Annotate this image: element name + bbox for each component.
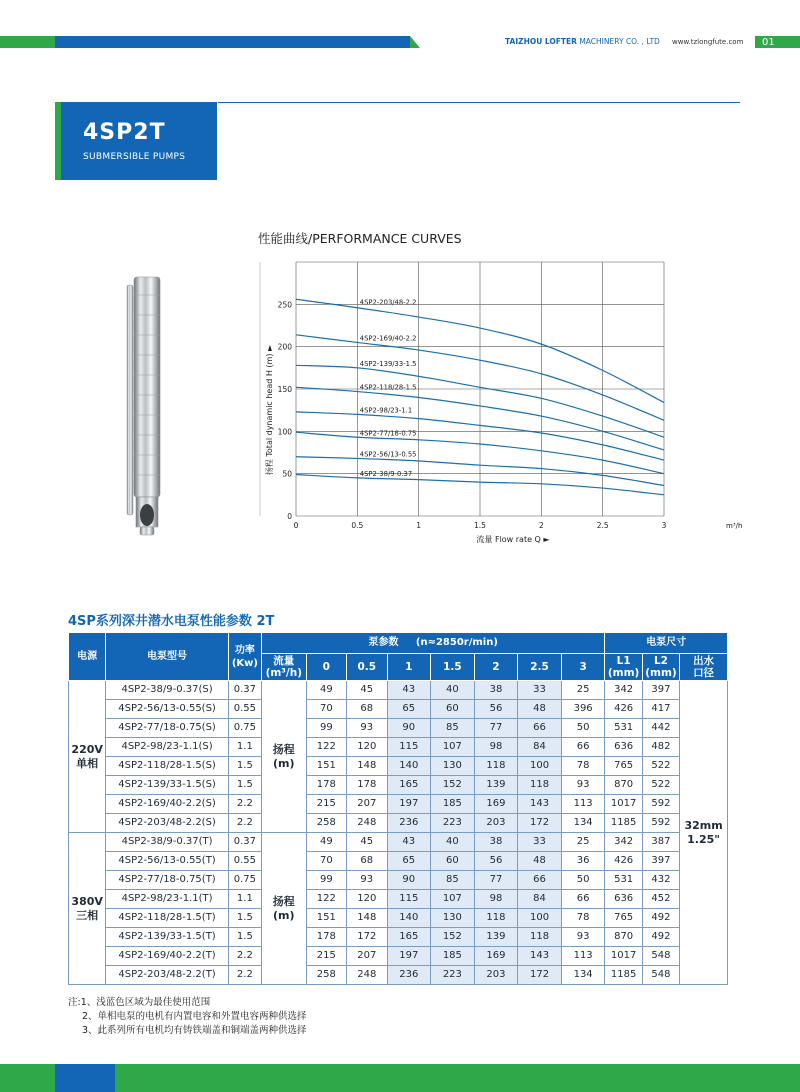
cell-l1: 342	[605, 833, 642, 852]
cell-head-value: 60	[431, 852, 475, 871]
cell-head-value: 143	[518, 947, 562, 966]
cell-power: 1.5	[228, 928, 261, 947]
cell-power: 2.2	[228, 947, 261, 966]
cell-head-value: 120	[347, 738, 387, 757]
chart-x-tick-label: 2	[538, 521, 544, 530]
cell-head-value: 223	[431, 966, 475, 985]
cell-head-value: 140	[387, 757, 431, 776]
chart-x-tick-label: 0.5	[351, 521, 364, 530]
cell-head-value: 77	[474, 871, 518, 890]
cell-power-source: 380V 三相	[69, 833, 106, 985]
header-flow-point: 2	[474, 654, 518, 681]
cell-l1: 636	[605, 738, 642, 757]
header-pump-params: 泵参数 (n≈2850r/min)	[261, 633, 604, 654]
cell-head-value: 56	[474, 852, 518, 871]
performance-chart	[258, 250, 758, 550]
header-power-source: 电源	[69, 633, 106, 681]
cell-head-value: 118	[518, 928, 562, 947]
cell-head-value: 84	[518, 738, 562, 757]
cell-head-value: 25	[561, 833, 605, 852]
chart-series-label: 4SP2-77/18-0.75	[359, 429, 417, 438]
table-row	[69, 833, 728, 852]
cell-l1: 1185	[605, 966, 642, 985]
table-row	[69, 871, 728, 890]
cell-head-value: 56	[474, 700, 518, 719]
cell-head-value: 258	[306, 814, 346, 833]
cell-head-value: 115	[387, 890, 431, 909]
chart-series-label: 4SP2-118/28-1.5	[359, 383, 417, 392]
cell-l2: 452	[642, 890, 679, 909]
company-name-rest: MACHINERY CO. , LTD	[576, 37, 660, 46]
header-l2: L2 (mm)	[642, 654, 679, 681]
cell-l2: 482	[642, 738, 679, 757]
cell-head-value: 248	[347, 814, 387, 833]
chart-y-tick-label: 50	[282, 469, 292, 479]
header-flow-point: 3	[561, 654, 605, 681]
cell-head-value: 215	[306, 947, 346, 966]
cell-head-value: 70	[306, 700, 346, 719]
header-flow: 流量 (m³/h)	[261, 654, 306, 681]
cell-l1: 870	[605, 776, 642, 795]
notes	[68, 996, 307, 1038]
cell-power: 1.1	[228, 890, 261, 909]
cell-head-value: 77	[474, 719, 518, 738]
cell-power: 2.2	[228, 814, 261, 833]
table-row	[69, 681, 728, 700]
cell-head-value: 48	[518, 700, 562, 719]
chart-y-tick-label: 200	[277, 342, 292, 352]
cell-head-value: 65	[387, 852, 431, 871]
cell-l2: 522	[642, 776, 679, 795]
header-flow-point: 2.5	[518, 654, 562, 681]
cell-head-value: 50	[561, 719, 605, 738]
table-row	[69, 966, 728, 985]
header-outlet: 出水 口径	[680, 654, 728, 681]
cell-head-value: 33	[518, 833, 562, 852]
cell-power: 2.2	[228, 966, 261, 985]
chart-series-label: 4SP2-98/23-1.1	[359, 406, 413, 415]
cell-head-value: 197	[387, 795, 431, 814]
chart-ticks	[278, 300, 667, 530]
header-flow-point: 0.5	[347, 654, 387, 681]
cell-head-value: 197	[387, 947, 431, 966]
table-row	[69, 776, 728, 795]
cell-head-value: 85	[431, 871, 475, 890]
cell-head-value: 36	[561, 852, 605, 871]
table-row	[69, 928, 728, 947]
cell-l2: 548	[642, 947, 679, 966]
cell-head-value: 169	[474, 795, 518, 814]
cell-head-value: 172	[347, 928, 387, 947]
table-title: 4SP系列深井潜水电泵性能参数 2T	[68, 614, 275, 629]
cell-head-value: 172	[518, 966, 562, 985]
cell-power: 0.55	[228, 700, 261, 719]
spec-table-body	[69, 681, 728, 985]
table-row	[69, 795, 728, 814]
cell-model: 4SP2-118/28-1.5(S)	[106, 757, 228, 776]
cell-head-value: 178	[306, 776, 346, 795]
cell-head-value: 43	[387, 833, 431, 852]
cell-model: 4SP2-169/40-2.2(S)	[106, 795, 228, 814]
table-row	[69, 852, 728, 871]
cell-head-value: 38	[474, 681, 518, 700]
cell-head-value: 78	[561, 909, 605, 928]
cell-l1: 531	[605, 719, 642, 738]
cell-head-value: 107	[431, 890, 475, 909]
cell-model: 4SP2-169/40-2.2(T)	[106, 947, 228, 966]
cell-l2: 522	[642, 757, 679, 776]
cell-head-value: 98	[474, 890, 518, 909]
cell-head-value: 107	[431, 738, 475, 757]
cell-head-value: 93	[561, 776, 605, 795]
cell-power: 0.55	[228, 852, 261, 871]
page-number: 01	[762, 37, 775, 48]
page-title: 4SP2T	[83, 120, 166, 145]
chart-x-tick-label: 3	[661, 521, 667, 530]
cell-head-value: 151	[306, 909, 346, 928]
company-url[interactable]: www.tzlongfute.com	[672, 38, 744, 46]
cell-head-value: 120	[347, 890, 387, 909]
cell-head-value: 130	[431, 909, 475, 928]
cell-head-value: 178	[306, 928, 346, 947]
cell-head-label: 扬程 (m)	[261, 681, 306, 833]
cell-model: 4SP2-98/23-1.1(S)	[106, 738, 228, 757]
cell-l2: 492	[642, 928, 679, 947]
cell-head-value: 93	[347, 871, 387, 890]
cell-head-value: 215	[306, 795, 346, 814]
cell-head-value: 203	[474, 966, 518, 985]
chart-series-label: 4SP2-169/40-2.2	[359, 334, 417, 343]
cell-head-label: 扬程 (m)	[261, 833, 306, 985]
cell-l2: 387	[642, 833, 679, 852]
cell-head-value: 40	[431, 681, 475, 700]
footer-green-bar	[0, 1064, 800, 1092]
chart-y-tick-label: 250	[277, 300, 292, 310]
header-blue-bar	[55, 36, 410, 48]
cell-head-value: 100	[518, 757, 562, 776]
cell-power-source: 220V 单相	[69, 681, 106, 833]
cell-power: 0.37	[228, 833, 261, 852]
cell-head-value: 122	[306, 890, 346, 909]
cell-power: 0.37	[228, 681, 261, 700]
chart-y-axis-label: 扬程 Total dynamic head H (m) ►	[265, 344, 274, 476]
header-flow-point: 1.5	[431, 654, 475, 681]
cell-power: 1.5	[228, 776, 261, 795]
table-row	[69, 700, 728, 719]
cell-head-value: 50	[561, 871, 605, 890]
cell-head-value: 151	[306, 757, 346, 776]
cell-l1: 1017	[605, 947, 642, 966]
footer-blue-bar	[55, 1064, 115, 1092]
cell-head-value: 185	[431, 947, 475, 966]
cell-head-value: 48	[518, 852, 562, 871]
header-flow-point: 0	[306, 654, 346, 681]
title-block	[61, 102, 217, 180]
cell-power: 0.75	[228, 719, 261, 738]
cell-l2: 432	[642, 871, 679, 890]
cell-l2: 548	[642, 966, 679, 985]
cell-head-value: 178	[347, 776, 387, 795]
table-row	[69, 719, 728, 738]
cell-head-value: 99	[306, 871, 346, 890]
cell-l2: 397	[642, 681, 679, 700]
table-row	[69, 738, 728, 757]
cell-head-value: 139	[474, 928, 518, 947]
cell-head-value: 66	[518, 719, 562, 738]
cell-head-value: 172	[518, 814, 562, 833]
cell-head-value: 49	[306, 833, 346, 852]
cell-l1: 870	[605, 928, 642, 947]
cell-model: 4SP2-139/33-1.5(S)	[106, 776, 228, 795]
cell-head-value: 90	[387, 719, 431, 738]
cell-head-value: 152	[431, 928, 475, 947]
table-row	[69, 890, 728, 909]
cell-l1: 636	[605, 890, 642, 909]
cell-head-value: 148	[347, 757, 387, 776]
cell-head-value: 185	[431, 795, 475, 814]
cell-head-value: 93	[561, 928, 605, 947]
cell-power: 1.5	[228, 909, 261, 928]
cell-head-value: 70	[306, 852, 346, 871]
cell-power: 0.75	[228, 871, 261, 890]
cell-l1: 426	[605, 852, 642, 871]
cell-head-value: 258	[306, 966, 346, 985]
cell-head-value: 236	[387, 814, 431, 833]
chart-series-label: 4SP2-38/9-0.37	[359, 469, 413, 478]
cell-model: 4SP2-56/13-0.55(S)	[106, 700, 228, 719]
cell-head-value: 85	[431, 719, 475, 738]
cell-head-value: 143	[518, 795, 562, 814]
table-row	[69, 814, 728, 833]
curves-heading: 性能曲线/PERFORMANCE CURVES	[258, 231, 462, 246]
cell-head-value: 66	[561, 738, 605, 757]
cell-l1: 1185	[605, 814, 642, 833]
cell-model: 4SP2-56/13-0.55(T)	[106, 852, 228, 871]
note-item: 注:1、浅蓝色区域为最佳使用范围	[68, 997, 211, 1008]
cell-l1: 342	[605, 681, 642, 700]
cell-head-value: 43	[387, 681, 431, 700]
cell-head-value: 25	[561, 681, 605, 700]
cell-head-value: 165	[387, 776, 431, 795]
cell-head-value: 203	[474, 814, 518, 833]
cell-l2: 592	[642, 795, 679, 814]
cell-head-value: 84	[518, 890, 562, 909]
header-model: 电泵型号	[106, 633, 228, 681]
cell-head-value: 165	[387, 928, 431, 947]
cell-head-value: 118	[474, 757, 518, 776]
chart-series-labels	[360, 299, 417, 478]
cell-head-value: 60	[431, 700, 475, 719]
cell-head-value: 78	[561, 757, 605, 776]
cell-head-value: 113	[561, 947, 605, 966]
company-name	[505, 36, 660, 48]
cell-head-value: 248	[347, 966, 387, 985]
cell-head-value: 45	[347, 833, 387, 852]
cell-head-value: 152	[431, 776, 475, 795]
cell-head-value: 118	[518, 776, 562, 795]
company-name-bold: TAIZHOU LOFTER	[505, 37, 577, 46]
cell-l1: 426	[605, 700, 642, 719]
header-l1: L1 (mm)	[605, 654, 642, 681]
cell-head-value: 134	[561, 966, 605, 985]
cell-head-value: 396	[561, 700, 605, 719]
cell-model: 4SP2-139/33-1.5(T)	[106, 928, 228, 947]
cell-power: 1.5	[228, 757, 261, 776]
cell-head-value: 207	[347, 795, 387, 814]
cell-l1: 765	[605, 909, 642, 928]
cell-head-value: 207	[347, 947, 387, 966]
cell-head-value: 33	[518, 681, 562, 700]
cell-head-value: 65	[387, 700, 431, 719]
cell-head-value: 99	[306, 719, 346, 738]
note-item: 3、此系列所有电机均有铸铁端盖和铜端盖两种供选择	[82, 1025, 307, 1036]
cell-model: 4SP2-118/28-1.5(T)	[106, 909, 228, 928]
cell-l2: 492	[642, 909, 679, 928]
chart-x-unit: m³/h	[726, 522, 743, 530]
cell-head-value: 236	[387, 966, 431, 985]
cell-l1: 1017	[605, 795, 642, 814]
chart-y-tick-label: 150	[277, 385, 292, 394]
cell-head-value: 130	[431, 757, 475, 776]
cell-head-value: 169	[474, 947, 518, 966]
cell-head-value: 90	[387, 871, 431, 890]
table-row	[69, 947, 728, 966]
chart-y-tick-label: 100	[277, 427, 292, 437]
cell-head-value: 100	[518, 909, 562, 928]
cell-model: 4SP2-98/23-1.1(T)	[106, 890, 228, 909]
cell-model: 4SP2-77/18-0.75(S)	[106, 719, 228, 738]
cell-power: 1.1	[228, 738, 261, 757]
cell-l2: 397	[642, 852, 679, 871]
cell-head-value: 66	[561, 890, 605, 909]
chart-series-label: 4SP2-139/33-1.5	[359, 359, 417, 368]
cell-head-value: 93	[347, 719, 387, 738]
cell-model: 4SP2-203/48-2.2(T)	[106, 966, 228, 985]
cell-model: 4SP2-203/48-2.2(S)	[106, 814, 228, 833]
table-row	[69, 757, 728, 776]
cell-head-value: 223	[431, 814, 475, 833]
chart-x-axis-label: 流量 Flow rate Q ►	[476, 535, 550, 544]
cell-l2: 592	[642, 814, 679, 833]
cell-head-value: 118	[474, 909, 518, 928]
header-flow-point: 1	[387, 654, 431, 681]
cell-head-value: 115	[387, 738, 431, 757]
chart-y-tick-label: 0	[287, 512, 292, 521]
pump-illustration	[122, 275, 172, 537]
chart-series-label: 4SP2-203/48-2.2	[359, 298, 417, 307]
cell-head-value: 139	[474, 776, 518, 795]
cell-model: 4SP2-77/18-0.75(T)	[106, 871, 228, 890]
cell-power: 2.2	[228, 795, 261, 814]
cell-head-value: 66	[518, 871, 562, 890]
cell-outlet: 32mm 1.25"	[680, 681, 728, 985]
page-subtitle: SUBMERSIBLE PUMPS	[83, 152, 186, 162]
chart-x-tick-label: 1.5	[474, 521, 486, 530]
cell-l2: 442	[642, 719, 679, 738]
cell-head-value: 68	[347, 852, 387, 871]
chart-x-tick-label: 1	[416, 521, 422, 530]
cell-head-value: 148	[347, 909, 387, 928]
spec-table	[68, 632, 728, 985]
cell-head-value: 113	[561, 795, 605, 814]
header-power: 功率 (Kw)	[228, 633, 261, 681]
header-pump-size: 电泵尺寸	[605, 633, 728, 654]
cell-l2: 417	[642, 700, 679, 719]
cell-head-value: 45	[347, 681, 387, 700]
chart-x-tick-label: 0	[293, 521, 299, 530]
cell-head-value: 68	[347, 700, 387, 719]
title-rule	[218, 102, 740, 103]
cell-l1: 765	[605, 757, 642, 776]
note-item: 2、单相电泵的电机有内置电容和外置电容两种供选择	[82, 1011, 307, 1022]
cell-head-value: 38	[474, 833, 518, 852]
cell-head-value: 98	[474, 738, 518, 757]
cell-head-value: 49	[306, 681, 346, 700]
chart-series-label: 4SP2-56/13-0.55	[359, 450, 417, 459]
cell-head-value: 134	[561, 814, 605, 833]
cell-head-value: 140	[387, 909, 431, 928]
chart-x-tick-label: 2.5	[596, 521, 609, 530]
cell-head-value: 122	[306, 738, 346, 757]
table-row	[69, 909, 728, 928]
cell-l1: 531	[605, 871, 642, 890]
cell-head-value: 40	[431, 833, 475, 852]
cell-model: 4SP2-38/9-0.37(T)	[106, 833, 228, 852]
cell-model: 4SP2-38/9-0.37(S)	[106, 681, 228, 700]
